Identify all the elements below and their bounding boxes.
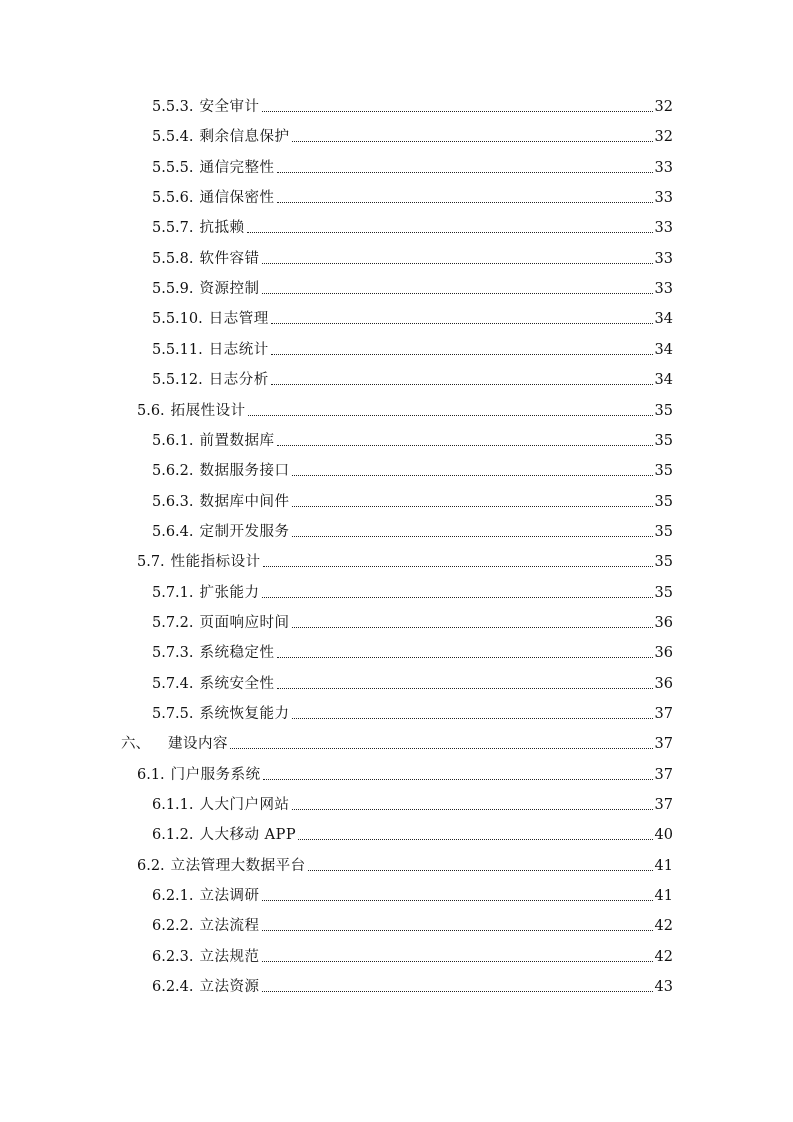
toc-entry[interactable]	[152, 881, 673, 905]
toc-entry-page-number: 36	[654, 645, 673, 661]
toc-entry-page-number: 35	[654, 463, 673, 479]
toc-entry-page-number: 33	[654, 220, 673, 236]
toc-entry-page-number: 34	[654, 342, 673, 358]
toc-entry-number: 5.7.	[137, 554, 165, 570]
toc-entry[interactable]	[152, 578, 673, 602]
toc-entry-number: 5.5.4.	[152, 129, 194, 145]
toc-entry-title: 系统恢复能力	[199, 706, 290, 722]
toc-entry-title: 日志统计	[208, 342, 269, 358]
toc-entry-title: 门户服务系统	[170, 767, 261, 783]
toc-entry-number: 5.7.1.	[152, 585, 194, 601]
toc-entry-title: 软件容错	[199, 251, 260, 267]
toc-entry-title: 通信完整性	[199, 160, 275, 176]
toc-entry-number: 5.5.12.	[152, 372, 203, 388]
toc-entry-title: 立法流程	[199, 918, 260, 934]
toc-entry[interactable]	[152, 335, 673, 359]
toc-entry-title: 数据库中间件	[199, 494, 290, 510]
toc-entry-number: 5.5.10.	[152, 311, 203, 327]
toc-entry-number: 5.6.3.	[152, 494, 194, 510]
toc-entry-title: 立法调研	[199, 888, 260, 904]
toc-entry[interactable]	[152, 426, 673, 450]
toc-entry-title: 立法管理大数据平台	[170, 858, 306, 874]
toc-entry-number: 6.1.	[137, 767, 165, 783]
toc-entry-number: 5.5.6.	[152, 190, 194, 206]
toc-entry[interactable]	[152, 304, 673, 328]
toc-dot-leader	[262, 110, 653, 112]
toc-entry-number: 5.5.9.	[152, 281, 194, 297]
toc-dot-leader	[262, 960, 653, 962]
toc-dot-leader	[271, 353, 653, 355]
toc-entry-title: 定制开发服务	[199, 524, 290, 540]
toc-dot-leader	[308, 869, 653, 871]
toc-entry-page-number: 37	[654, 706, 673, 722]
toc-entry-title: 系统稳定性	[199, 645, 275, 661]
toc-entry-number: 5.7.3.	[152, 645, 194, 661]
toc-entry-title: 日志分析	[208, 372, 269, 388]
toc-dot-leader	[277, 201, 653, 203]
toc-entry[interactable]	[152, 274, 673, 298]
toc-entry-number: 5.5.5.	[152, 160, 194, 176]
toc-entry-title: 资源控制	[199, 281, 260, 297]
toc-entry-title: 性能指标设计	[170, 554, 261, 570]
toc-dot-leader	[262, 929, 653, 931]
toc-entry[interactable]	[152, 456, 673, 480]
toc-entry-page-number: 34	[654, 372, 673, 388]
toc-dot-leader	[292, 140, 653, 142]
toc-entry-page-number: 35	[654, 433, 673, 449]
toc-entry[interactable]	[152, 638, 673, 662]
toc-entry[interactable]	[152, 911, 673, 935]
toc-entry[interactable]	[152, 92, 673, 116]
toc-dot-leader	[262, 899, 653, 901]
toc-entry-number: 6.1.1.	[152, 797, 194, 813]
toc-entry[interactable]	[137, 760, 673, 784]
toc-entry[interactable]	[152, 790, 673, 814]
toc-entry-number: 6.2.4.	[152, 979, 194, 995]
toc-entry-page-number: 33	[654, 251, 673, 267]
toc-entry[interactable]	[137, 547, 673, 571]
toc-entry-page-number: 34	[654, 311, 673, 327]
toc-entry-page-number: 32	[654, 129, 673, 145]
toc-entry[interactable]	[152, 820, 673, 844]
toc-entry-number: 5.7.5.	[152, 706, 194, 722]
toc-entry-number: 六、	[121, 736, 150, 752]
toc-entry-title: 立法资源	[199, 979, 260, 995]
toc-dot-leader	[262, 596, 653, 598]
toc-entry-title: 数据服务接口	[199, 463, 290, 479]
toc-entry[interactable]	[152, 972, 673, 996]
toc-dot-leader	[292, 626, 653, 628]
toc-dot-leader	[230, 747, 653, 749]
toc-entry-page-number: 35	[654, 403, 673, 419]
toc-entry-page-number: 33	[654, 160, 673, 176]
toc-entry-title: 人大门户网站	[199, 797, 290, 813]
toc-entry-page-number: 41	[654, 888, 673, 904]
toc-dot-leader	[277, 687, 653, 689]
toc-entry-number: 5.7.2.	[152, 615, 194, 631]
toc-entry-title: 拓展性设计	[170, 403, 246, 419]
toc-entry-number: 5.6.	[137, 403, 165, 419]
toc-entry[interactable]	[152, 183, 673, 207]
toc-entry-number: 6.2.	[137, 858, 165, 874]
toc-entry[interactable]	[152, 365, 673, 389]
toc-entry[interactable]	[152, 699, 673, 723]
toc-entry[interactable]	[152, 213, 673, 237]
toc-entry-number: 5.5.3.	[152, 99, 194, 115]
toc-entry[interactable]	[152, 153, 673, 177]
toc-entry[interactable]	[152, 487, 673, 511]
toc-dot-leader	[292, 535, 653, 537]
toc-entry-page-number: 33	[654, 190, 673, 206]
toc-entry-title: 人大移动 APP	[199, 827, 297, 843]
toc-entry-page-number: 37	[654, 736, 673, 752]
toc-entry-number: 5.7.4.	[152, 676, 194, 692]
toc-dot-leader	[292, 808, 653, 810]
toc-entry-page-number: 37	[654, 767, 673, 783]
toc-entry-title: 扩张能力	[199, 585, 260, 601]
toc-entry-page-number: 33	[654, 281, 673, 297]
toc-entry-number: 6.1.2.	[152, 827, 194, 843]
toc-entry-title: 安全审计	[199, 99, 260, 115]
toc-entry-number: 6.2.3.	[152, 949, 194, 965]
toc-dot-leader	[262, 292, 653, 294]
toc-entry-page-number: 42	[654, 949, 673, 965]
toc-entry-number: 6.2.2.	[152, 918, 194, 934]
toc-entry-title: 建设内容	[168, 736, 228, 752]
toc-entry[interactable]	[137, 851, 673, 875]
toc-dot-leader	[298, 838, 652, 840]
toc-entry-page-number: 37	[654, 797, 673, 813]
toc-dot-leader	[292, 474, 653, 476]
toc-dot-leader	[277, 171, 653, 173]
toc-entry[interactable]	[152, 608, 673, 632]
toc-entry-number: 5.5.8.	[152, 251, 194, 267]
toc-entry[interactable]	[152, 942, 673, 966]
toc-entry-title: 前置数据库	[199, 433, 275, 449]
toc-dot-leader	[277, 656, 653, 658]
toc-entry-title: 系统安全性	[199, 676, 275, 692]
toc-entry[interactable]	[121, 729, 673, 753]
toc-entry-page-number: 35	[654, 554, 673, 570]
toc-entry-page-number: 41	[654, 858, 673, 874]
toc-entry-title: 通信保密性	[199, 190, 275, 206]
toc-entry-page-number: 40	[654, 827, 673, 843]
toc-entry-page-number: 36	[654, 676, 673, 692]
toc-dot-leader	[263, 778, 653, 780]
toc-dot-leader	[247, 231, 653, 233]
toc-dot-leader	[263, 565, 653, 567]
toc-dot-leader	[271, 322, 653, 324]
toc-dot-leader	[262, 262, 653, 264]
toc-entry[interactable]	[152, 669, 673, 693]
toc-entry-page-number: 35	[654, 585, 673, 601]
toc-dot-leader	[248, 414, 653, 416]
toc-entry-number: 5.6.4.	[152, 524, 194, 540]
toc-entry-number: 5.5.11.	[152, 342, 203, 358]
toc-entry-number: 5.6.1.	[152, 433, 194, 449]
toc-dot-leader	[292, 505, 653, 507]
toc-entry-title: 立法规范	[199, 949, 260, 965]
toc-entry[interactable]	[152, 244, 673, 268]
toc-entry[interactable]	[152, 122, 673, 146]
toc-entry-title: 剩余信息保护	[199, 129, 290, 145]
toc-entry-title: 页面响应时间	[199, 615, 290, 631]
toc-dot-leader	[262, 990, 653, 992]
toc-entry-page-number: 35	[654, 524, 673, 540]
toc-dot-leader	[277, 444, 653, 446]
toc-entry-number: 6.2.1.	[152, 888, 194, 904]
toc-entry-page-number: 42	[654, 918, 673, 934]
toc-entry-page-number: 32	[654, 99, 673, 115]
toc-entry[interactable]	[137, 396, 673, 420]
toc-dot-leader	[292, 717, 653, 719]
toc-entry-number: 5.5.7.	[152, 220, 194, 236]
toc-entry-title: 日志管理	[208, 311, 269, 327]
toc-entry-page-number: 43	[654, 979, 673, 995]
toc-entry-title: 抗抵赖	[199, 220, 245, 236]
toc-entry-page-number: 36	[654, 615, 673, 631]
toc-entry-number: 5.6.2.	[152, 463, 194, 479]
toc-dot-leader	[271, 383, 653, 385]
toc-entry-page-number: 35	[654, 494, 673, 510]
toc-entry[interactable]	[152, 517, 673, 541]
